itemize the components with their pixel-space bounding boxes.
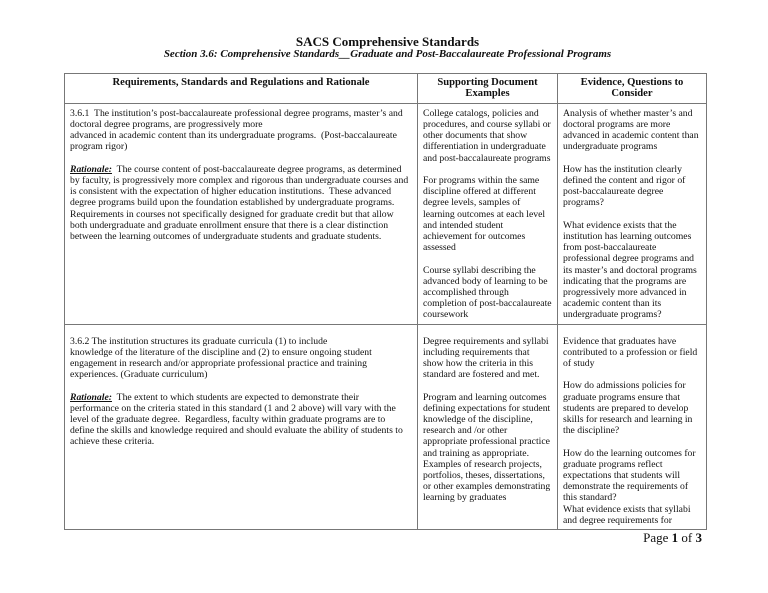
header-evidence: Evidence, Questions to Consider — [558, 74, 707, 104]
evidence-cell — [558, 103, 707, 324]
documents-cell — [418, 324, 558, 529]
document-example: For programs within the same discipline offered at different degree levels, samples of learning outcomes at each level and intended student achievement for outcomes assessed — [423, 175, 546, 254]
rationale-text: The extent to which students are expected to demonstrate their performance on the criteria stated in this standard (1 and 2 above) will vary with the level of the graduate degree. Regardless, faculty within graduate programs are to define the skills and knowledge required and should evaluate the ability of students to achieve these criteria. — [70, 391, 403, 448]
rationale-text: The course content of post-baccalaureate degree programs, as determined by faculty, is progressively more complex and rigorous than undergraduate courses and is consistent with the expectation of higher education institutions. These advanced degree programs build upon the foundation established by undergraduate programs. Requirements in courses not specifically designed for graduate credit but that allow both undergraduate and graduate enrollment ensure that there is a clear distinction between the learning outcomes of undergraduate students and graduate students. — [70, 163, 409, 243]
rationale-label: Rationale: — [70, 163, 112, 175]
page-number — [643, 530, 702, 546]
evidence-item: What evidence exists that syllabi and degree requirements for — [563, 503, 691, 526]
table-row — [65, 324, 707, 529]
rationale-label: Rationale: — [70, 391, 112, 403]
documents-cell — [418, 103, 558, 324]
document-subtitle: Section 3.6: Comprehensive Standards__Graduate and Post-Baccalaureate Professional Programs — [163, 48, 612, 60]
page-current: 1 — [671, 530, 679, 545]
document-example: College catalogs, policies and procedures, and course syllabi or other documents that show differentiation in undergraduate and post-baccalaureate programs — [423, 107, 551, 164]
page-prefix: Page — [643, 530, 672, 545]
evidence-cell — [558, 324, 707, 529]
document-example: Program and learning outcomes defining expectations for student knowledge of the discipline, research and /or other appropriate professional practice and training as appropriate. Examples of research projects, portfolios, theses, dissertations, or other examples demonstrating learning by graduates — [423, 391, 551, 504]
requirements-cell — [65, 324, 418, 529]
table-row — [65, 103, 707, 324]
evidence-item: How has the institution clearly defined the content and rigor of post-baccalaureate degree programs? — [563, 163, 686, 209]
requirements-cell — [65, 103, 418, 324]
header-requirements: Requirements, Standards and Regulations and Rationale — [65, 74, 418, 104]
page-of: of — [678, 530, 696, 545]
document-example: Course syllabi describing the advanced body of learning to be accomplished through completion of post-baccalaureate coursework — [423, 264, 552, 321]
rationale-paragraph — [70, 164, 412, 242]
document-example: Degree requirements and syllabi including requirements that show how the criteria in this standard are fostered and met. — [423, 335, 549, 381]
standard-text: 3.6.1 The institution’s post-baccalaureate professional degree programs, master’s and doctoral degree programs, are progressively more advanced in academic content than its undergraduate programs. (Post-baccalaureate program rigor) — [70, 107, 403, 153]
page-total: 3 — [695, 530, 702, 545]
evidence-item: Analysis of whether master’s and doctoral programs are more advanced in academic content than undergraduate programs — [563, 107, 699, 153]
evidence-item: Evidence that graduates have contributed to a profession or field of study — [563, 335, 698, 370]
rationale-paragraph — [70, 392, 412, 448]
evidence-item: What evidence exists that the institution has learning outcomes from post-baccalaureate professional degree programs and its master’s and doctoral programs indicating that the programs are progressively more advanced in academic content than its undergraduate programs? — [563, 219, 697, 321]
evidence-item: How do admissions policies for graduate programs ensure that students are prepared to develop skills for research and learning in the discipline? — [563, 380, 693, 437]
standards-table — [64, 73, 707, 530]
document-title: SACS Comprehensive Standards — [295, 34, 480, 49]
table-header-row — [65, 74, 707, 104]
evidence-item: How do the learning outcomes for graduate programs reflect expectations that students will demonstrate the requirements of this standard? — [563, 447, 696, 504]
header-supporting-documents: Supporting Document Examples — [418, 74, 558, 104]
standard-text: 3.6.2 The institution structures its graduate curricula (1) to include knowledge of the literature of the discipline and (2) to ensure ongoing student engagement in research and/or appropriate professional practice and training experiences. (Graduate curriculum) — [70, 335, 372, 381]
